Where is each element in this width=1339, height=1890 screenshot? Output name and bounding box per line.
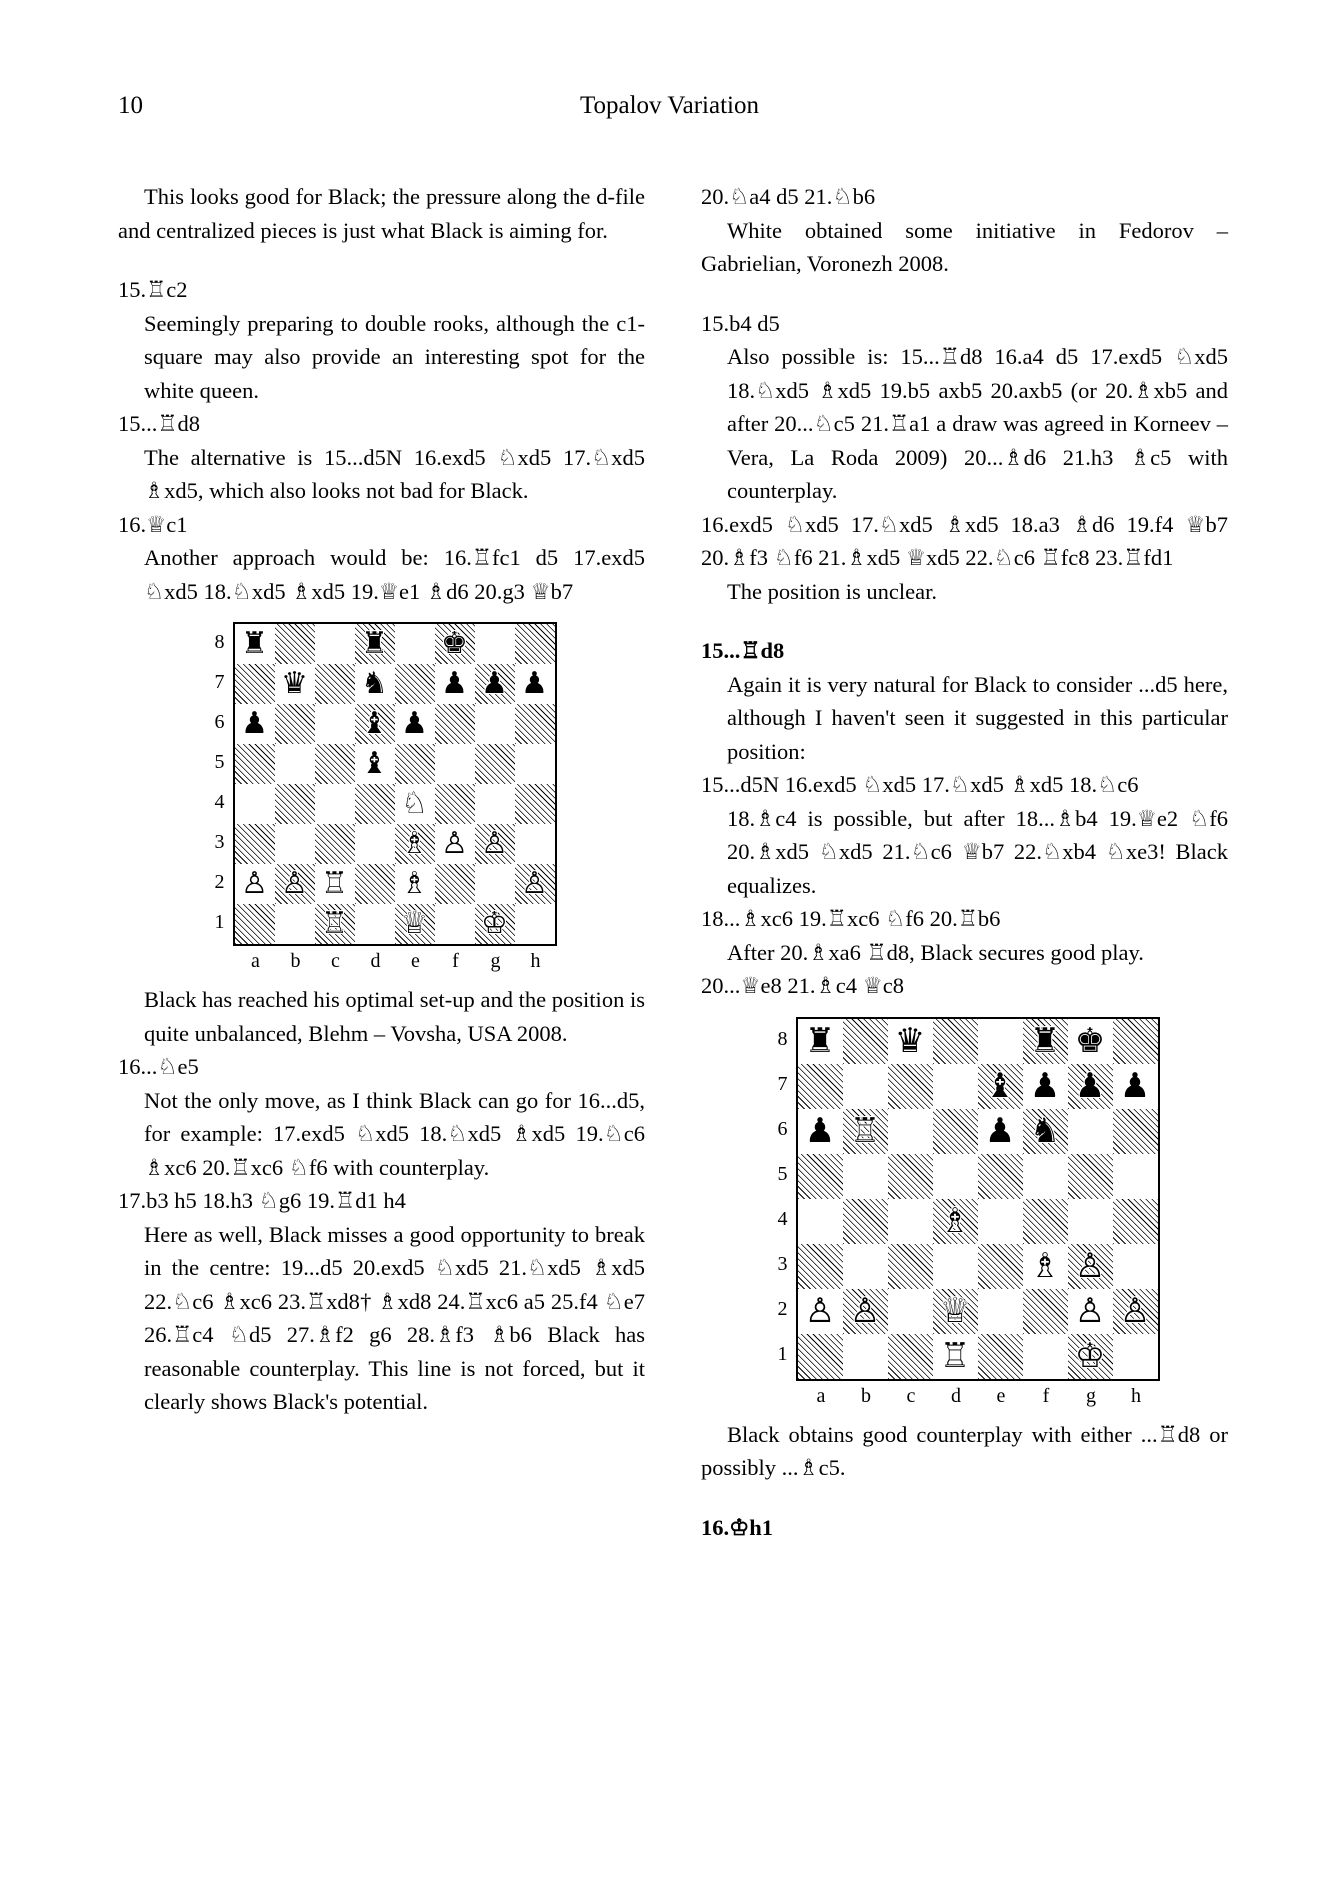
board-square xyxy=(843,1244,888,1289)
chess-piece: ♟ xyxy=(1029,1066,1061,1106)
chess-piece: ♝ xyxy=(984,1066,1016,1106)
chess-diagram-1 xyxy=(118,622,645,973)
chess-piece: ♜ xyxy=(241,626,268,661)
chess-piece: ♙ xyxy=(281,866,308,901)
chess-piece: ♗ xyxy=(401,826,428,861)
board-square xyxy=(888,1199,933,1244)
board-square xyxy=(315,904,355,944)
board-square xyxy=(435,824,475,864)
chess-piece: ♕ xyxy=(401,906,428,941)
main-move-line: 15...♖d8 xyxy=(701,638,785,663)
rank-label: 7 xyxy=(777,1072,788,1095)
rank-labels-2 xyxy=(770,1017,796,1381)
file-label: e xyxy=(996,1384,1006,1407)
rank-label: 8 xyxy=(777,1027,788,1050)
board-square xyxy=(1113,1199,1158,1244)
board-square xyxy=(235,904,275,944)
paragraph: After 20.♗xa6 ♖d8, Black secures good play. xyxy=(727,939,1144,965)
board-square xyxy=(843,1019,888,1064)
board-square xyxy=(843,1199,888,1244)
board-square xyxy=(355,744,395,784)
board-square xyxy=(275,744,315,784)
paragraph: Another approach would be: 16.♖fc1 d5 17.exd5 ♘xd5 18.♘xd5 ♗xd5 19.♕e1 ♗d6 20.g3 ♕b7 xyxy=(144,545,645,604)
move-line: 16.exd5 ♘xd5 17.♘xd5 ♗xd5 18.a3 ♗d6 19.f4 ♕b7 20.♗f3 ♘f6 21.♗xd5 ♕xd5 22.♘c6 ♖fc8 23.♖fd1 xyxy=(701,511,1228,570)
chess-piece: ♛ xyxy=(894,1021,926,1061)
board-square xyxy=(1113,1064,1158,1109)
chess-piece: ♖ xyxy=(939,1336,971,1376)
board-square xyxy=(1023,1244,1068,1289)
move-line: 16.♕c1 xyxy=(118,511,188,537)
chess-piece: ♙ xyxy=(441,826,468,861)
rank-labels-1 xyxy=(207,622,233,946)
board-square xyxy=(315,744,355,784)
board-square xyxy=(395,864,435,904)
file-label: d xyxy=(951,1384,961,1407)
board-square xyxy=(235,744,275,784)
board-square xyxy=(798,1019,843,1064)
board-square xyxy=(355,824,395,864)
board-square xyxy=(275,824,315,864)
board-square xyxy=(888,1289,933,1334)
board-square xyxy=(1023,1334,1068,1379)
board-square xyxy=(1023,1019,1068,1064)
chess-piece: ♟ xyxy=(401,706,428,741)
chess-piece: ♟ xyxy=(521,666,548,701)
chess-piece: ♔ xyxy=(1074,1336,1106,1376)
board-square xyxy=(978,1334,1023,1379)
rank-label: 7 xyxy=(214,671,225,693)
board-square xyxy=(355,864,395,904)
file-labels-1 xyxy=(236,950,556,973)
move-line: 15.b4 d5 xyxy=(701,310,780,336)
board-square xyxy=(315,864,355,904)
rank-label: 2 xyxy=(777,1297,788,1320)
board-square xyxy=(933,1289,978,1334)
chess-diagram-2 xyxy=(701,1017,1228,1408)
move-line: 20.♘a4 d5 21.♘b6 xyxy=(701,184,876,209)
board-square xyxy=(435,624,475,664)
board-square xyxy=(933,1199,978,1244)
board-square xyxy=(1068,1109,1113,1154)
rank-label: 1 xyxy=(214,911,225,933)
file-labels-2 xyxy=(799,1385,1159,1408)
file-label: d xyxy=(370,950,381,972)
paragraph: Black obtains good counterplay with either ...♖d8 or possibly ...♗c5. xyxy=(701,1421,1228,1480)
board-square xyxy=(235,824,275,864)
chess-piece: ♝ xyxy=(361,746,388,781)
chess-piece: ♖ xyxy=(321,866,348,901)
board-square xyxy=(395,904,435,944)
board-square xyxy=(1068,1064,1113,1109)
board-square xyxy=(933,1334,978,1379)
board-square xyxy=(798,1244,843,1289)
board-square xyxy=(475,824,515,864)
board-square xyxy=(275,624,315,664)
chess-piece: ♚ xyxy=(441,626,468,661)
board-square xyxy=(435,864,475,904)
rank-label: 3 xyxy=(214,831,225,853)
board-square xyxy=(1113,1289,1158,1334)
board-square xyxy=(1023,1064,1068,1109)
chess-piece: ♖ xyxy=(321,906,348,941)
board-square xyxy=(515,624,555,664)
board-square xyxy=(978,1244,1023,1289)
board-square xyxy=(395,704,435,744)
board-square xyxy=(1068,1019,1113,1064)
rank-label: 4 xyxy=(214,791,225,813)
chess-piece: ♔ xyxy=(481,906,508,941)
board-square xyxy=(888,1109,933,1154)
paragraph: The alternative is 15...d5N 16.exd5 ♘xd5 17.♘xd5 ♗xd5, which also looks not bad for Black. xyxy=(144,444,645,503)
board-square xyxy=(235,784,275,824)
paragraph: 18.♗c4 is possible, but after 18...♗b4 19.♕e2 ♘f6 20.♗xd5 ♘xd5 21.♘c6 ♕b7 22.♘xb4 ♘xe3! Black equalizes. xyxy=(727,805,1228,898)
chess-piece: ♞ xyxy=(361,666,388,701)
board-square xyxy=(315,784,355,824)
board-square xyxy=(798,1109,843,1154)
move-line: 15...d5N 16.exd5 ♘xd5 17.♘xd5 ♗xd5 18.♘c6 xyxy=(701,772,1139,797)
file-label: e xyxy=(411,950,420,972)
board-square xyxy=(1068,1154,1113,1199)
board-square xyxy=(435,904,475,944)
board-square xyxy=(843,1154,888,1199)
board-square xyxy=(515,664,555,704)
two-column-body xyxy=(118,180,1228,1544)
board-square xyxy=(235,704,275,744)
file-label: f xyxy=(1042,1384,1050,1407)
chess-piece: ♟ xyxy=(441,666,468,701)
file-label: c xyxy=(331,950,340,972)
file-label: h xyxy=(1131,1384,1141,1407)
rank-label: 5 xyxy=(214,751,225,773)
board-square xyxy=(475,904,515,944)
chess-piece: ♟ xyxy=(481,666,508,701)
chess-piece: ♖ xyxy=(849,1111,881,1151)
board-square xyxy=(888,1244,933,1289)
chess-piece: ♟ xyxy=(984,1111,1016,1151)
move-line: 16...♘e5 xyxy=(118,1054,199,1079)
board-square xyxy=(798,1154,843,1199)
move-line: 15.♖c2 xyxy=(118,277,188,302)
board-square xyxy=(1068,1244,1113,1289)
paragraph: The position is unclear. xyxy=(727,578,937,604)
move-line: 20...♕e8 21.♗c4 ♕c8 xyxy=(701,973,904,998)
board-square xyxy=(1113,1109,1158,1154)
board-square xyxy=(798,1199,843,1244)
chess-piece: ♗ xyxy=(401,866,428,901)
board-square xyxy=(275,864,315,904)
board-square xyxy=(515,904,555,944)
paragraph: Seemingly preparing to double rooks, although the c1-square may also provide an interesting spot for the white queen. xyxy=(144,310,645,403)
board-square xyxy=(978,1289,1023,1334)
chess-piece: ♟ xyxy=(1119,1066,1151,1106)
chess-piece: ♙ xyxy=(1074,1246,1106,1286)
main-move-line: 16.♔h1 xyxy=(701,1514,774,1540)
file-label: h xyxy=(530,950,541,972)
board-square xyxy=(933,1064,978,1109)
chess-piece: ♙ xyxy=(849,1291,881,1331)
board-square xyxy=(515,704,555,744)
board-square xyxy=(355,784,395,824)
page-header xyxy=(118,92,1221,122)
board-square xyxy=(315,704,355,744)
board-square xyxy=(1023,1289,1068,1334)
board-square xyxy=(888,1064,933,1109)
board-square xyxy=(315,664,355,704)
board-square xyxy=(1113,1019,1158,1064)
chess-piece: ♙ xyxy=(1074,1291,1106,1331)
chess-piece: ♚ xyxy=(1074,1021,1106,1061)
board-square xyxy=(1068,1334,1113,1379)
chessboard xyxy=(233,622,557,946)
chessboard xyxy=(796,1017,1160,1381)
chess-piece: ♟ xyxy=(1074,1066,1106,1106)
rank-label: 4 xyxy=(777,1207,788,1230)
paragraph: Black has reached his optimal set-up and the position is quite unbalanced, Blehm – Vovsha, USA 2008. xyxy=(144,987,645,1046)
chess-piece: ♝ xyxy=(361,706,388,741)
paragraph: Again it is very natural for Black to consider ...d5 here, although I haven't seen it suggested in this particular position: xyxy=(727,671,1228,764)
paragraph: Here as well, Black misses a good opportunity to break in the centre: 19...d5 20.exd5 ♘xd5 21.♘xd5 ♗xd5 22.♘c6 ♗xc6 23.♖xd8† ♗xd8 24.♖xc6 a5 25.f4 ♘e7 26.♖c4 ♘d5 27.♗f2 g6 28.♗f3 ♗b6 Black has reasonable counterplay. This line is not forced, but it clearly shows Black's potential. xyxy=(144,1221,645,1414)
board-square xyxy=(475,664,515,704)
board-square xyxy=(978,1019,1023,1064)
chess-piece: ♟ xyxy=(241,706,268,741)
board-square xyxy=(798,1289,843,1334)
board-square xyxy=(978,1064,1023,1109)
board-square xyxy=(1068,1199,1113,1244)
board-square xyxy=(843,1109,888,1154)
board-square xyxy=(1023,1154,1068,1199)
board-square xyxy=(435,664,475,704)
chess-piece: ♟ xyxy=(804,1111,836,1151)
board-square xyxy=(275,704,315,744)
board-square xyxy=(1023,1199,1068,1244)
board-square xyxy=(798,1064,843,1109)
board-square xyxy=(933,1019,978,1064)
board-square xyxy=(1113,1154,1158,1199)
file-label: a xyxy=(251,950,260,972)
rank-label: 1 xyxy=(777,1342,788,1365)
board-square xyxy=(843,1064,888,1109)
board-square xyxy=(888,1154,933,1199)
board-square xyxy=(355,904,395,944)
chess-piece: ♙ xyxy=(804,1291,836,1331)
paragraph: Also possible is: 15...♖d8 16.a4 d5 17.exd5 ♘xd5 18.♘xd5 ♗xd5 19.b5 axb5 20.axb5 (or 20.♗xb5 and after 20...♘c5 21.♖a1 a draw was agreed in Korneev – Vera, La Roda 2009) 20...♗d6 21.h3 ♗c5 with counterplay. xyxy=(727,344,1228,503)
board-square xyxy=(275,904,315,944)
rank-label: 6 xyxy=(214,711,225,733)
board-square xyxy=(843,1289,888,1334)
board-square xyxy=(843,1334,888,1379)
board-square xyxy=(355,704,395,744)
board-square xyxy=(235,864,275,904)
board-square xyxy=(355,664,395,704)
chess-piece: ♜ xyxy=(361,626,388,661)
chess-piece: ♘ xyxy=(401,786,428,821)
chess-piece: ♜ xyxy=(804,1021,836,1061)
chess-piece: ♜ xyxy=(1029,1021,1061,1061)
board-square xyxy=(515,864,555,904)
board-square xyxy=(395,624,435,664)
rank-label: 8 xyxy=(214,631,225,653)
chess-piece: ♗ xyxy=(1029,1246,1061,1286)
board-square xyxy=(1068,1289,1113,1334)
board-square xyxy=(395,664,435,704)
right-column xyxy=(701,180,1228,1544)
chess-piece: ♛ xyxy=(281,666,308,701)
board-square xyxy=(515,784,555,824)
board-square xyxy=(395,824,435,864)
chess-piece: ♙ xyxy=(1119,1291,1151,1331)
file-label: g xyxy=(1086,1384,1096,1407)
file-label: f xyxy=(452,950,459,972)
board-square xyxy=(435,744,475,784)
board-square xyxy=(888,1334,933,1379)
board-square xyxy=(475,744,515,784)
left-column xyxy=(118,180,645,1544)
board-square xyxy=(315,624,355,664)
rank-label: 5 xyxy=(777,1162,788,1185)
board-square xyxy=(1023,1109,1068,1154)
rank-label: 2 xyxy=(214,871,225,893)
board-square xyxy=(235,664,275,704)
board-square xyxy=(798,1334,843,1379)
running-title: Topalov Variation xyxy=(579,92,759,119)
file-label: c xyxy=(906,1384,916,1407)
chess-piece: ♕ xyxy=(939,1291,971,1331)
move-line: 18...♗xc6 19.♖xc6 ♘f6 20.♖b6 xyxy=(701,906,1001,931)
board-square xyxy=(235,624,275,664)
board-square xyxy=(933,1244,978,1289)
board-square xyxy=(275,784,315,824)
file-label: a xyxy=(816,1384,826,1407)
chess-piece: ♗ xyxy=(939,1201,971,1241)
board-square xyxy=(315,824,355,864)
chess-piece: ♙ xyxy=(241,866,268,901)
board-square xyxy=(435,704,475,744)
rank-label: 6 xyxy=(777,1117,788,1140)
paragraph: White obtained some initiative in Fedorov – Gabrielian, Voronezh 2008. xyxy=(701,217,1228,276)
board-square xyxy=(475,864,515,904)
board-square xyxy=(1113,1244,1158,1289)
board-square xyxy=(395,744,435,784)
board-square xyxy=(475,624,515,664)
file-label: g xyxy=(490,950,501,972)
board-square xyxy=(355,624,395,664)
chess-piece: ♙ xyxy=(481,826,508,861)
paragraph: Not the only move, as I think Black can go for 16...d5, for example: 17.exd5 ♘xd5 18.♘xd5 ♗xd5 19.♘c6 ♗xc6 20.♖xc6 ♘f6 with counterplay. xyxy=(144,1087,645,1180)
file-label: b xyxy=(290,950,301,972)
move-line: 17.b3 h5 18.h3 ♘g6 19.♖d1 h4 xyxy=(118,1188,406,1213)
rank-label: 3 xyxy=(777,1252,788,1275)
board-square xyxy=(515,824,555,864)
board-square xyxy=(275,664,315,704)
board-square xyxy=(435,784,475,824)
paragraph: This looks good for Black; the pressure along the d-file and centralized pieces is just what Black is aiming for. xyxy=(118,184,645,243)
board-square xyxy=(395,784,435,824)
board-square xyxy=(475,704,515,744)
board-square xyxy=(1113,1334,1158,1379)
board-square xyxy=(978,1199,1023,1244)
board-square xyxy=(978,1154,1023,1199)
board-square xyxy=(888,1019,933,1064)
board-square xyxy=(475,784,515,824)
board-square xyxy=(515,744,555,784)
board-square xyxy=(933,1109,978,1154)
board-square xyxy=(933,1154,978,1199)
chess-piece: ♙ xyxy=(521,866,548,901)
move-line: 15...♖d8 xyxy=(118,411,201,436)
chess-piece: ♞ xyxy=(1029,1111,1061,1151)
page-number: 10 xyxy=(118,92,143,119)
board-square xyxy=(978,1109,1023,1154)
file-label: b xyxy=(861,1384,871,1407)
